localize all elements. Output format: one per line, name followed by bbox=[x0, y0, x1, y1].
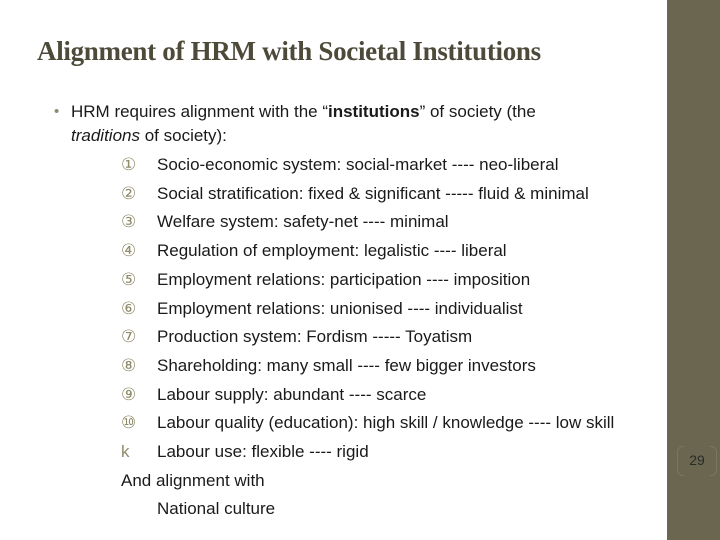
list-item bbox=[54, 208, 654, 237]
list-item bbox=[54, 323, 654, 352]
list-item-text: Social stratification: fixed & significant ----- fluid & minimal bbox=[157, 183, 589, 203]
list-item-text: Labour use: flexible ---- rigid bbox=[157, 442, 369, 462]
list-item-text: Welfare system: safety-net ---- minimal bbox=[157, 212, 449, 232]
page-number: 29 bbox=[689, 452, 705, 468]
list-item-text: Production system: Fordism ----- Toyatism bbox=[157, 327, 473, 347]
list-item bbox=[54, 295, 654, 324]
list-item-text: Employment relations: unionised ---- individualist bbox=[157, 298, 523, 318]
list-item bbox=[54, 266, 654, 295]
list-marker: ⑨ bbox=[121, 384, 137, 404]
list-item bbox=[54, 180, 654, 209]
intro-text bbox=[71, 100, 654, 148]
list-marker: k bbox=[121, 442, 130, 462]
list-marker: ③ bbox=[121, 212, 137, 232]
bullet-dot-icon: • bbox=[54, 103, 60, 120]
page-number-badge bbox=[677, 446, 717, 476]
intro-bullet bbox=[54, 100, 654, 148]
list-item bbox=[54, 381, 654, 410]
list-marker: ⑥ bbox=[121, 298, 137, 318]
list-marker: ⑦ bbox=[121, 327, 137, 347]
list-item bbox=[54, 352, 654, 381]
slide-body bbox=[54, 100, 654, 524]
numbered-list bbox=[54, 151, 654, 467]
intro-italic: traditions bbox=[71, 126, 140, 145]
list-marker: ⑩ bbox=[121, 413, 137, 433]
list-marker: ② bbox=[121, 183, 137, 203]
list-item-text: Labour quality (education): high skill / knowledge ---- low skill bbox=[157, 413, 615, 433]
followup-subitem: National culture bbox=[157, 499, 276, 519]
slide-title: Alignment of HRM with Societal Institutions bbox=[37, 36, 541, 66]
list-marker: ⑧ bbox=[121, 355, 137, 375]
list-marker: ⑤ bbox=[121, 269, 137, 289]
list-item-text: Shareholding: many small ---- few bigger investors bbox=[157, 355, 536, 375]
list-item-text: Employment relations: participation ---- imposition bbox=[157, 269, 531, 289]
list-item bbox=[54, 438, 654, 467]
list-item-text: Labour supply: abundant ---- scarce bbox=[157, 384, 427, 404]
list-marker: ① bbox=[121, 155, 137, 174]
list-item-text: Socio-economic system: social-market ---- neo-liberal bbox=[157, 155, 559, 174]
list-item bbox=[54, 409, 654, 438]
intro-bold: institutions bbox=[327, 102, 420, 121]
intro-part1: HRM requires alignment with the “ bbox=[71, 102, 328, 121]
intro-part3: of society): bbox=[139, 126, 227, 145]
list-item bbox=[54, 237, 654, 266]
intro-part2: ” of society (the bbox=[419, 102, 536, 121]
list-item bbox=[54, 151, 654, 180]
followup-text: And alignment with bbox=[121, 470, 265, 490]
list-marker: ④ bbox=[121, 241, 137, 261]
list-item-text: Regulation of employment: legalistic ---- liberal bbox=[157, 241, 507, 261]
